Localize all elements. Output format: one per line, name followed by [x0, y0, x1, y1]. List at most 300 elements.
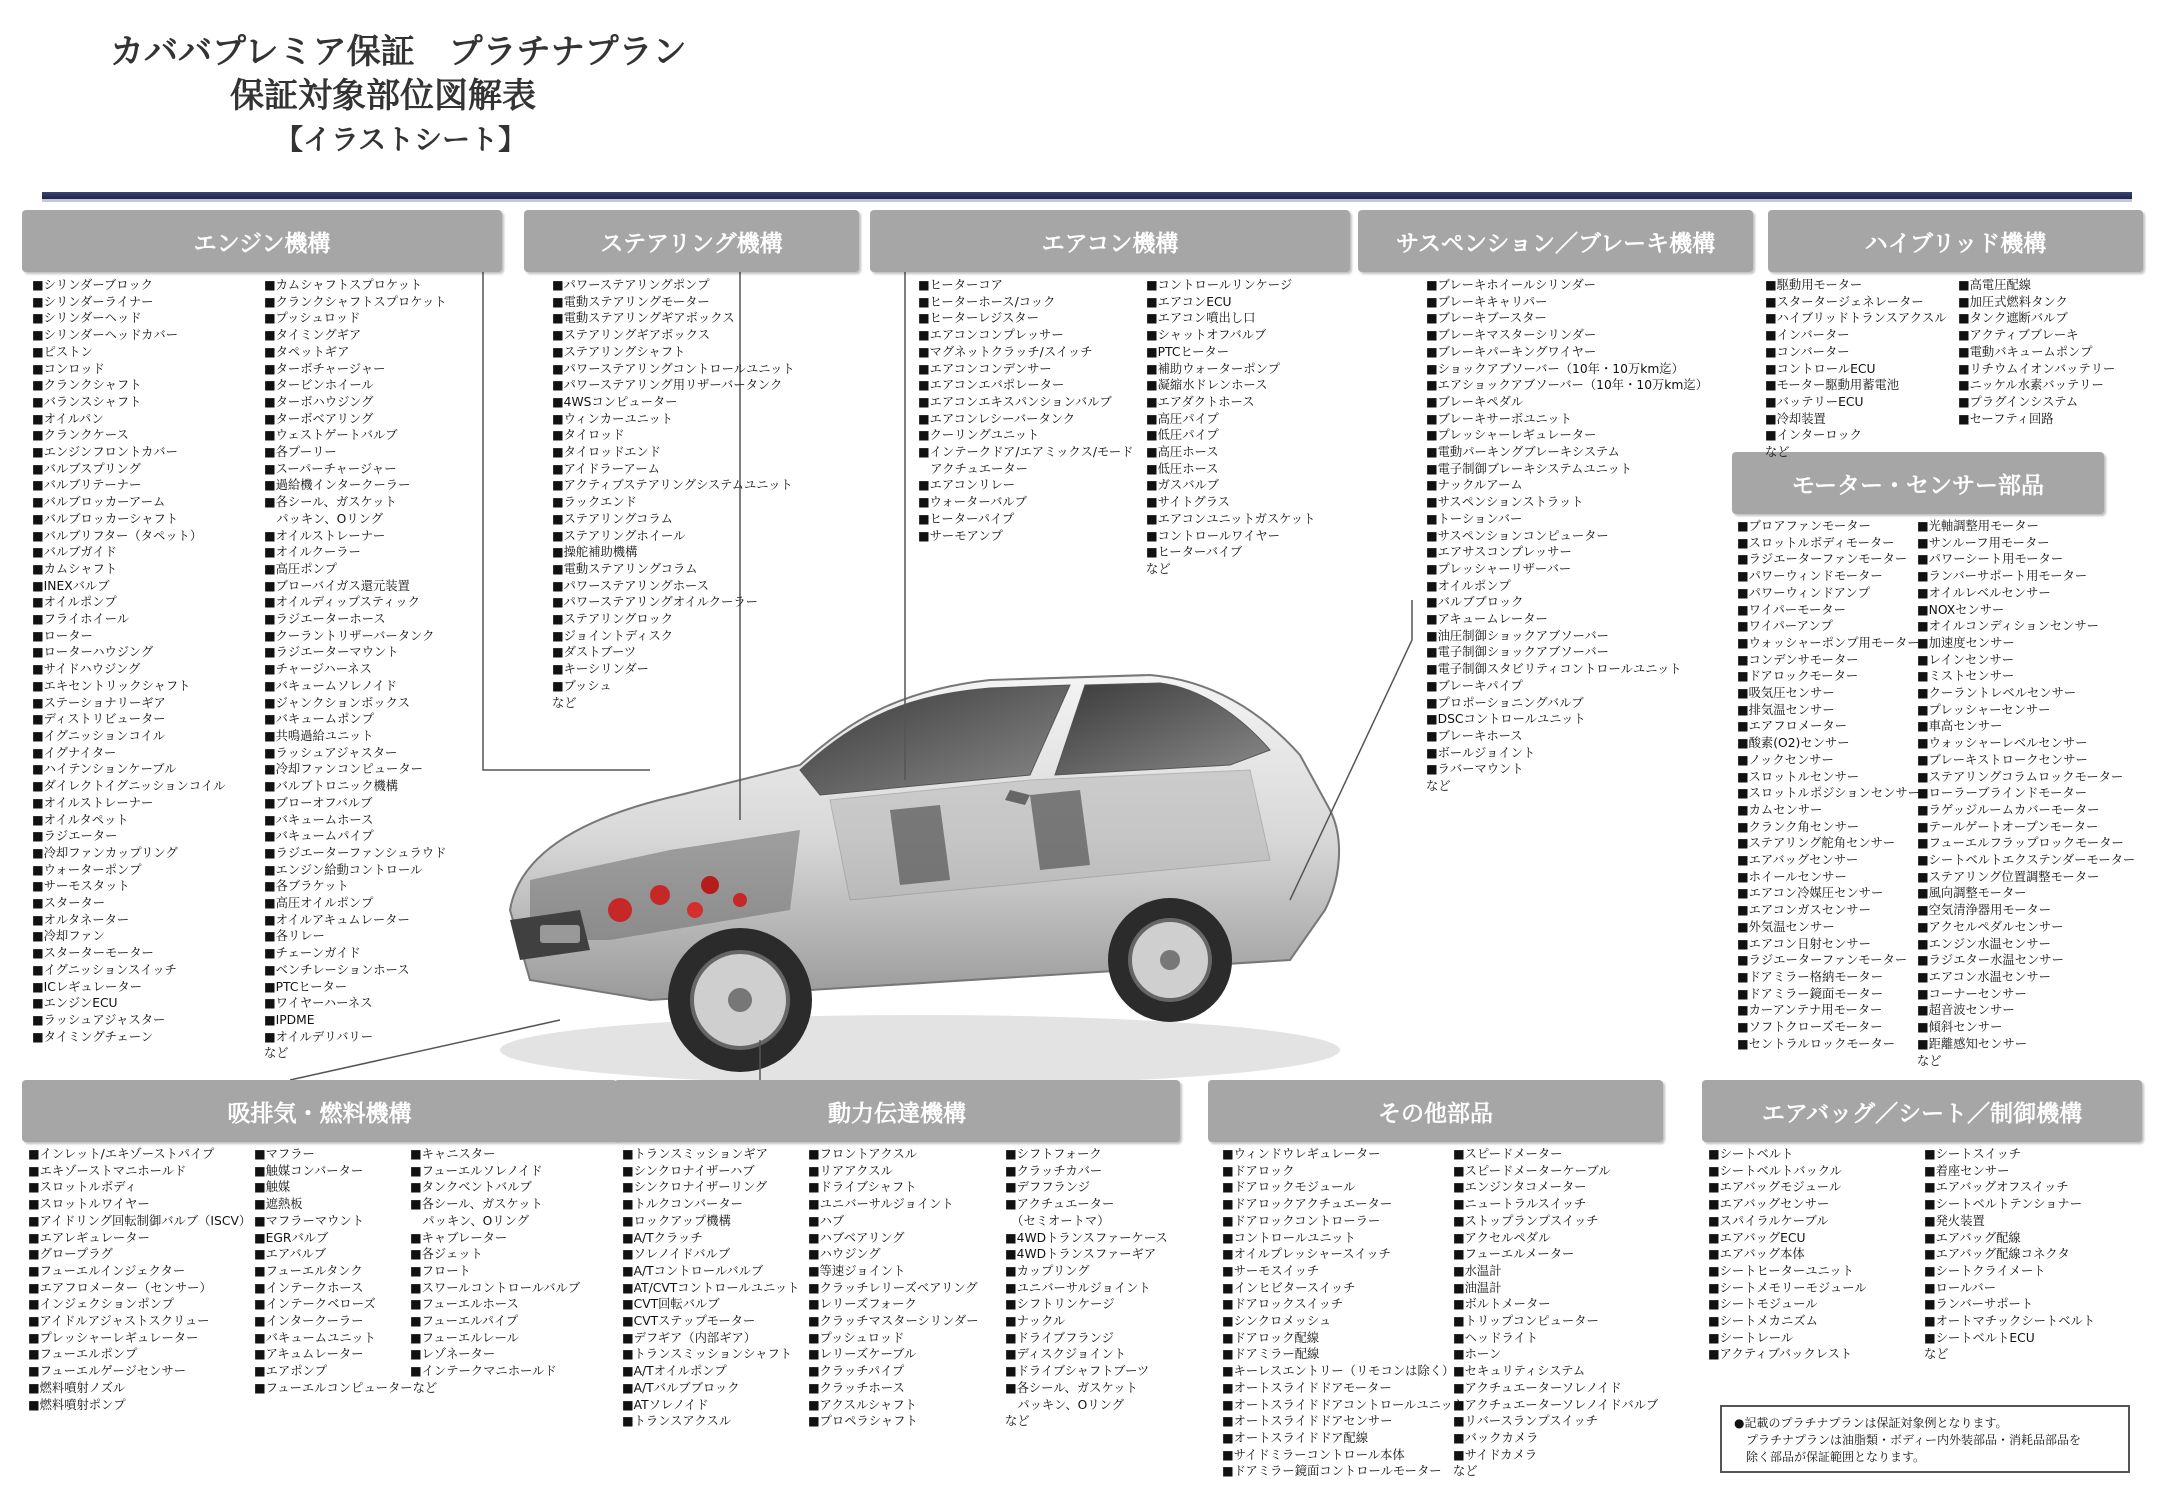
list-drive-2 — [808, 1146, 979, 1430]
list-item: ■各プーリー — [264, 445, 337, 460]
list-item: ■シートベルトテンショナー — [1924, 1197, 2083, 1212]
list-item: ■AT/CVTコントロールユニット — [622, 1280, 800, 1295]
list-item: ■シートベルトECU — [1924, 1330, 2035, 1345]
list-item: ■A/Tバルブブロック — [622, 1380, 740, 1395]
list-item: ■ステーショナリーギア — [32, 695, 166, 710]
list-item: ■凝縮水ドレンホース — [1146, 378, 1268, 393]
list-item: ■低圧ホース — [1146, 461, 1219, 476]
list-item: ■ブロアファンモーター — [1737, 519, 1871, 533]
list-item: ■エアバッグセンサー — [1708, 1197, 1830, 1212]
list-item: ■アキュームレーター — [1426, 612, 1548, 627]
list-item: ■各リレー — [264, 929, 325, 944]
list-item: ■ステアリングコラム — [552, 511, 673, 526]
list-item: ■スロットルボディモーター — [1737, 535, 1895, 550]
list-item: ■ニッケル水素バッテリー — [1958, 378, 2104, 393]
list-item: ■スターター — [32, 896, 106, 911]
list-item: ■4WSコンピューター — [552, 394, 678, 409]
list-item: ■ウォッシャーポンプ用モーター — [1737, 635, 1920, 650]
list-item: ■電子制御スタビリティコントロールユニット — [1426, 662, 1682, 677]
list-item: ■水温計 — [1453, 1263, 1502, 1278]
list-engine-2 — [264, 277, 447, 1062]
list-item: ■ステアリングコラムロックモーター — [1917, 769, 2124, 784]
list-item: ■プロペラシャフト — [808, 1414, 918, 1429]
list-item: ■オイルデリバリー — [264, 1029, 374, 1044]
section-header-hybrid: ハイブリッド機構 — [1768, 210, 2143, 272]
list-item: ■クラッチマスターシリンダー — [808, 1314, 979, 1329]
list-item: ■電子制御ショックアブソーバー — [1426, 645, 1609, 660]
list-item: ■各シール、ガスケット — [264, 495, 397, 510]
list-item: ■シリンダーヘッドカバー — [32, 328, 179, 343]
list-item: ■バルブトロニック機構 — [264, 779, 399, 794]
list-item: ■高圧ポンプ — [264, 561, 338, 576]
list-item: ■アイドリング回転制御バルブ（ISCV） — [28, 1213, 252, 1228]
list-item: ■ピストン — [32, 344, 93, 359]
list-item: ■アクチュエーターソレノイドバルブ — [1453, 1397, 1659, 1412]
list-suspension — [1426, 277, 1708, 795]
list-item: ■ロールバー — [1924, 1280, 1996, 1295]
list-airbag-1 — [1708, 1146, 1867, 1363]
list-item: ■インヒビタースイッチ — [1222, 1280, 1356, 1295]
list-item: ■A/Tオイルポンプ — [622, 1364, 727, 1379]
list-item: ■オイルプレッシャースイッチ — [1222, 1247, 1391, 1262]
list-item: ■パワーステアリング用リザーバータンク — [552, 378, 783, 393]
list-item: ■サスペンションストラット — [1426, 495, 1584, 510]
list-item: ■ICレギュレーター — [32, 979, 142, 994]
list-item: ■シートメカニズム — [1708, 1314, 1818, 1329]
list-item: ■シフトリンケージ — [1005, 1297, 1115, 1312]
list-item: パッキン、Oリング — [264, 511, 383, 526]
list-item: ■NOXセンサー — [1917, 602, 2005, 617]
list-item: ■ドライブシャフト — [808, 1180, 917, 1195]
list-item: ■ブレーキマスターシリンダー — [1426, 328, 1597, 343]
list-item: ■ランバーサポート — [1924, 1297, 2034, 1312]
list-item: ■インレット/エキゾーストパイプ — [28, 1147, 215, 1161]
list-item: ■ヒーターバイブ — [1146, 545, 1243, 560]
list-item: ■エアバッグ本体 — [1708, 1247, 1805, 1262]
list-item: ■シンクロナイザーハブ — [622, 1163, 755, 1178]
list-item: ■シートメモリーモジュール — [1708, 1280, 1867, 1295]
list-item: ■コーナーセンサー — [1917, 986, 2027, 1001]
list-item: ■補助ウォーターポンプ — [1146, 361, 1281, 376]
list-item: ■距離感知センサー — [1917, 1036, 2027, 1051]
list-item: ■ターボハウジング — [264, 394, 374, 409]
section-header-steering: ステアリング機構 — [524, 210, 859, 272]
list-item: ■トーションバー — [1426, 511, 1523, 526]
list-item: ■ガスバルブ — [1146, 478, 1220, 493]
list-item: ■電動ステアリングコラム — [552, 561, 698, 576]
list-item: ■エアバッグモジュール — [1708, 1180, 1842, 1195]
list-item: ■アクチュエーターソレノイド — [1453, 1380, 1622, 1395]
list-item: ■エアコンコンプレッサー — [918, 328, 1064, 343]
list-item: ■ブレーキホース — [1426, 728, 1523, 743]
list-item: ■CVTステップモーター — [622, 1314, 756, 1329]
list-item: ■コントロールECU — [1765, 361, 1876, 376]
list-item: ■エアコンガスセンサー — [1737, 903, 1871, 918]
list-item: ■ハイブリッドトランスアクスル — [1765, 311, 1947, 326]
list-item: ■ヒーターパイプ — [918, 511, 1015, 526]
list-item: ■シフトフォーク — [1005, 1147, 1102, 1161]
list-item: ■クランクシャフト — [32, 378, 142, 393]
list-item: ■アクティブブレーキ — [1958, 328, 2079, 343]
list-item: ■ステアリングホイール — [552, 528, 686, 543]
list-item: ■プラグインシステム — [1958, 394, 2079, 409]
list-item: ■タイロッドエンド — [552, 445, 662, 460]
list-item: ■トランスアクスル — [622, 1414, 732, 1429]
list-item: ■フロート — [410, 1263, 471, 1278]
list-item: ■コンバーター — [1765, 344, 1850, 359]
title-divider-shadow — [42, 199, 2132, 202]
list-intake-3 — [410, 1146, 580, 1380]
list-item: ■リチウムイオンバッテリー — [1958, 361, 2116, 376]
list-item: ■チェーンガイド — [264, 946, 361, 961]
list-item: ■ワイパーアンプ — [1737, 619, 1833, 634]
list-item: ■デフフランジ — [1005, 1180, 1091, 1195]
list-item: ■ブローバイガス還元装置 — [264, 578, 410, 593]
list-item: ■ランバーサポート用モーター — [1917, 569, 2088, 584]
list-item: ■バルブロッカーシャフト — [32, 511, 179, 526]
list-item: ■フューエルメーター — [1453, 1247, 1575, 1262]
list-item: ■燃料噴射ノズル — [28, 1380, 126, 1395]
list-item: ■ドアミラー格納モーター — [1737, 969, 1884, 984]
list-airbag-2 — [1924, 1146, 2095, 1363]
list-item: アクチュエーター — [918, 461, 1028, 476]
list-item: ■オイルアキュムレーター — [264, 912, 410, 927]
list-item: ■オートマチックシートベルト — [1924, 1314, 2096, 1329]
list-item: ■ディスクジョイント — [1005, 1347, 1127, 1362]
list-item: ■ブレーキパーキングワイヤー — [1426, 344, 1597, 359]
list-item: ■ウォーターバルブ — [918, 495, 1027, 510]
list-item: ■ヘッドライト — [1453, 1330, 1539, 1345]
list-item: ■駆動用モーター — [1765, 278, 1863, 292]
list-item: ■ラジエーターマウント — [264, 645, 399, 660]
list-item: ■タンク遮断バルブ — [1958, 311, 2068, 326]
list-item: ■キャブレーター — [410, 1230, 508, 1245]
list-item: ■ドライブシャフトブーツ — [1005, 1364, 1150, 1379]
list-item: ■エアコンレシーバータンク — [918, 411, 1076, 426]
list-item: ■ウィンドウレギュレーター — [1222, 1147, 1381, 1161]
list-item: ■触媒コンバーター — [254, 1163, 364, 1178]
list-item: ■ダイレクトイグニッションコイル — [32, 779, 226, 794]
list-item: ■ステアリング舵角センサー — [1737, 836, 1896, 851]
list-item: ■高電圧配線 — [1958, 278, 2032, 292]
list-item: ■DSCコントロールユニット — [1426, 712, 1586, 727]
list-item: ■ホイールセンサー — [1737, 869, 1847, 884]
list-item: ■A/Tクラッチ — [622, 1230, 703, 1245]
list-item: ■アクセルペダル — [1453, 1230, 1551, 1245]
note-line-2: プラチナプランは油脂類・ボディー内外装部品・消耗品部品を — [1734, 1433, 2082, 1447]
section-header-intake-fuel: 吸排気・燃料機構 — [22, 1080, 617, 1142]
list-item: ■バルブガイド — [32, 545, 117, 560]
list-item: ■レゾネーター — [410, 1347, 496, 1362]
list-item: など — [1765, 445, 1790, 460]
list-item: ■パワーステアリングオイルクーラー — [552, 595, 758, 610]
list-item: ■ドアロックアクチュエーター — [1222, 1197, 1393, 1212]
list-item: など — [264, 1046, 289, 1061]
list-item: ■スロットルセンサー — [1737, 769, 1860, 784]
list-item: ■加速度センサー — [1917, 635, 2015, 650]
list-item: ■クランクシャフトスプロケット — [264, 294, 447, 309]
list-item: ■タービンホイール — [264, 378, 374, 393]
list-item: など — [1917, 1053, 1942, 1068]
list-item: ■過給機インタークーラー — [264, 478, 411, 493]
list-item: ■カップリング — [1005, 1263, 1090, 1278]
list-item: ■インジェクションポンプ — [28, 1297, 175, 1312]
list-item: ■オルタネーター — [32, 912, 130, 927]
list-item: ■ウィンカーユニット — [552, 411, 674, 426]
list-item: ■A/Tコントロールバルブ — [622, 1263, 764, 1278]
section-header-suspension: サスペンション／ブレーキ機構 — [1358, 210, 1753, 272]
list-item: ■ラゲッジルームカバーモーター — [1917, 802, 2100, 817]
list-item: ■ラジエーター — [32, 829, 118, 844]
list-item: ■オイルストレーナー — [264, 528, 386, 543]
list-item: ■ロックアップ機構 — [622, 1213, 731, 1228]
list-item: ■プレッシャーリザーバー — [1426, 561, 1572, 576]
list-item: ■エアダクトホース — [1146, 394, 1255, 409]
list-item: ■超音波センサー — [1917, 1003, 2015, 1018]
list-engine-1 — [32, 277, 225, 1045]
section-header-aircon: エアコン機構 — [870, 210, 1350, 272]
list-item: ■フューエルタンク — [254, 1263, 363, 1278]
list-item: ■グロープラグ — [28, 1247, 113, 1262]
list-item: ■ラジエーターファンシュラウド — [264, 845, 447, 860]
list-item: ■電動バキュームポンプ — [1958, 344, 2093, 359]
list-item: ■エアポンプ — [254, 1364, 328, 1379]
list-item: ■エアコン噴出し口 — [1146, 311, 1256, 326]
list-item: ■エアコンユニットガスケット — [1146, 511, 1316, 526]
list-item: ■着座センサー — [1924, 1163, 2010, 1178]
list-item: ■ハウジング — [808, 1247, 881, 1262]
list-hybrid-2 — [1958, 277, 2115, 427]
list-item: ■テールゲートオープンモーター — [1917, 819, 2099, 834]
list-item: ■スピードメーターケーブル — [1453, 1163, 1611, 1178]
list-item: ■クーラントレベルセンサー — [1917, 686, 2077, 701]
list-item: ■シートモジュール — [1708, 1297, 1818, 1312]
list-hybrid-1 — [1765, 277, 1947, 461]
list-item: ■サーモスイッチ — [1222, 1263, 1320, 1278]
list-item: など — [1924, 1347, 1949, 1362]
list-item: ■バックカメラ — [1453, 1430, 1539, 1445]
list-item: ■オイルポンプ — [1426, 578, 1511, 593]
list-item: ■光軸調整用モーター — [1917, 519, 2039, 533]
list-item: ■バッテリーECU — [1765, 394, 1864, 409]
list-item: ■プッシュロッド — [264, 311, 361, 326]
list-item: ■サイトグラス — [1146, 495, 1230, 510]
list-intake-1 — [28, 1146, 251, 1413]
list-item: ■エアサスコンプレッサー — [1426, 545, 1572, 560]
list-item: ■ヒーターコア — [918, 278, 1003, 292]
list-item: ■オートスライドドア配線 — [1222, 1430, 1369, 1445]
list-item: ■ドアミラー鏡面コントロールモーター — [1222, 1464, 1442, 1479]
list-item: ■4WDトランスファーケース — [1005, 1230, 1168, 1245]
list-item: ■クラッチカバー — [1005, 1163, 1103, 1178]
list-drive-3 — [1005, 1146, 1168, 1430]
list-item: ■エアコン冷媒圧センサー — [1737, 886, 1884, 901]
list-item: ■エアコンエキスパンションバルブ — [918, 394, 1112, 409]
list-item: など — [1005, 1414, 1030, 1429]
list-item: ■ステアリングギアボックス — [552, 328, 711, 343]
title-divider — [42, 192, 2132, 199]
list-item: など — [552, 695, 577, 710]
list-item: ■プレッシャーレギュレーター — [28, 1330, 199, 1345]
list-item: ■シリンダーブロック — [32, 278, 153, 292]
list-item: ■シートスイッチ — [1924, 1147, 2022, 1161]
list-item: ■ヒーターホース/コック — [918, 294, 1056, 309]
list-item: ■コントロールユニット — [1222, 1230, 1356, 1245]
list-item: ■アクスルシャフト — [808, 1397, 917, 1412]
list-item: ■ウェストゲートバルブ — [264, 428, 398, 443]
list-item: ■タイミングチェーン — [32, 1029, 154, 1044]
list-motor-1 — [1737, 518, 1920, 1053]
list-item: など — [1453, 1464, 1478, 1479]
list-item: ■エアショックアブソーバー（10年・10万km迄） — [1426, 378, 1709, 393]
list-item: ■カーアンテナ用モーター — [1737, 1003, 1883, 1018]
list-item: ■マフラー — [254, 1147, 315, 1161]
list-item: ■スパイラルケーブル — [1708, 1213, 1829, 1228]
list-item: ■ドアミラー鏡面モーター — [1737, 986, 1884, 1001]
list-item: ■ハブ — [808, 1213, 845, 1228]
list-item: ■ショックアブソーバー（10年・10万km迄） — [1426, 361, 1684, 376]
list-item: など — [1426, 779, 1451, 794]
list-item: ■操舵補助機構 — [552, 545, 638, 560]
list-item: ■バルブリテーナー — [32, 478, 142, 493]
list-item: ■ソレノイドバルブ — [622, 1247, 731, 1262]
list-item: ■ノックセンサー — [1737, 752, 1834, 767]
document-title — [110, 30, 687, 162]
list-item: ■ニュートラルスイッチ — [1453, 1197, 1587, 1212]
list-item: ■トランスミッションシャフト — [622, 1347, 793, 1362]
list-item: ■チャージハーネス — [264, 662, 372, 677]
list-item: パッキン、Oリング — [1005, 1397, 1124, 1412]
list-steering — [552, 277, 795, 711]
list-item: ■ボールジョイント — [1426, 745, 1536, 760]
list-item: ■インテークベローズ — [254, 1297, 376, 1312]
title-line-1: カババプレミア保証 プラチナプラン — [110, 32, 687, 72]
list-item: ■ラジエター水温センサー — [1917, 953, 2064, 968]
list-item: ■タイロッド — [552, 428, 625, 443]
list-item: ■クラッチレリーズベアリング — [808, 1280, 978, 1295]
list-item: ■高圧オイルポンプ — [264, 896, 374, 911]
list-item: ■吸気圧センサー — [1737, 686, 1835, 701]
list-item: ■冷却ファンコンピューター — [264, 762, 423, 777]
list-item: ■インバーター — [1765, 328, 1850, 343]
list-item: ■カムシャフト — [32, 561, 118, 576]
list-item: ■ラジエーターファンモーター — [1737, 552, 1908, 567]
list-item: ■コンデンサモーター — [1737, 652, 1859, 667]
list-item: ■オイルストレーナー — [32, 795, 154, 810]
list-item: ■ラジエーターホース — [264, 612, 386, 627]
list-item: ■ワイパーモーター — [1737, 602, 1846, 617]
list-item: ■オイルコンディションセンサー — [1917, 619, 2099, 634]
list-item: ■高圧パイプ — [1146, 411, 1219, 426]
list-item: ■フューエルゲージセンサー — [28, 1364, 187, 1379]
list-item: ■EGRバルブ — [254, 1230, 329, 1245]
list-item: ■コントロールワイヤー — [1146, 528, 1280, 543]
list-item: ■エンジン給動コントロール — [264, 862, 423, 877]
section-header-motor-sensor: モーター・センサー部品 — [1732, 452, 2104, 514]
list-item: ■油圧制御ショックアブソーバー — [1426, 628, 1609, 643]
list-item: ■ステアリングシャフト — [552, 344, 686, 359]
list-item: ■タイミングギア — [264, 328, 362, 343]
list-item: ■加圧式燃料タンク — [1958, 294, 2068, 309]
list-item: ■セーフティ回路 — [1958, 411, 2054, 426]
list-item: ■ブローオフバルブ — [264, 795, 373, 810]
list-item: ■アキュムレーター — [254, 1347, 364, 1362]
note-line-1: ●記載のプラチナプランは保証対象例となります。 — [1734, 1416, 2008, 1430]
list-item: ■ディストリビューター — [32, 712, 166, 727]
list-item: ■ラバーマウント — [1426, 762, 1524, 777]
list-item: ■排気温センサー — [1737, 702, 1835, 717]
list-item: パッキン、Oリング — [410, 1213, 529, 1228]
list-item: ■ステアリング位置調整モーター — [1917, 869, 2100, 884]
list-item: ■ウォーターポンプ — [32, 862, 142, 877]
list-item: ■ワイヤーハーネス — [264, 996, 373, 1011]
list-item: ■パワーステアリングコントロールユニット — [552, 361, 795, 376]
list-item: ■等速ジョイント — [808, 1263, 906, 1278]
list-item: ■スロットルポジションセンサー — [1737, 786, 1920, 801]
list-item: ■バキュームソレノイド — [264, 678, 397, 693]
list-item: ■アイドルアジャストスクリュー — [28, 1314, 210, 1329]
list-item: ■ローラーブラインドモーター — [1917, 786, 2088, 801]
list-item: ■シートベルト — [1708, 1147, 1794, 1161]
list-item: ■エアコンリレー — [918, 478, 1016, 493]
list-item: ■サイドミラーコントロール本体 — [1222, 1447, 1405, 1462]
list-item: ■バランスシャフト — [32, 394, 142, 409]
list-item: ■エアバルブ — [254, 1247, 327, 1262]
list-item: （セミオートマ） — [1005, 1213, 1110, 1228]
list-item: ■ナックル — [1005, 1314, 1066, 1329]
list-item: ■クランクケース — [32, 428, 129, 443]
list-item: ■エアフロメーター（センサー） — [28, 1280, 212, 1295]
list-item: ■フューエルインジェクター — [28, 1263, 186, 1278]
list-item: ■ドアミラー配線 — [1222, 1347, 1320, 1362]
list-item: ■ウォッシャーレベルセンサー — [1917, 736, 2088, 751]
list-item: ■ドアロック配線 — [1222, 1330, 1320, 1345]
list-item: ■エキゾーストマニホールド — [28, 1163, 187, 1178]
list-item: ■外気温センサー — [1737, 919, 1835, 934]
list-item: ■ラッシュアジャスター — [264, 745, 398, 760]
list-item: ■ブレーキキャリパー — [1426, 294, 1548, 309]
list-item: ■クラッチホース — [808, 1380, 905, 1395]
list-item: ■ローターハウジング — [32, 645, 154, 660]
note-line-3: 除く部品が保証範囲となります。 — [1734, 1450, 1926, 1464]
list-drive-1 — [622, 1146, 799, 1430]
list-item: ■ユニバーサルジョイント — [1005, 1280, 1151, 1295]
list-item: ■各シール、ガスケット — [1005, 1380, 1138, 1395]
list-item: ■レインセンサー — [1917, 652, 2015, 667]
list-item: ■高圧ホース — [1146, 445, 1219, 460]
list-item: ■キーレスエントリー（リモコンは除く） — [1222, 1364, 1455, 1379]
list-item: ■フライホイール — [32, 612, 130, 627]
list-item: ■バキュームパイプ — [264, 829, 374, 844]
list-item: ■イグニッションコイル — [32, 728, 165, 743]
list-item: ■ブレーキパイプ — [1426, 678, 1523, 693]
list-item: ■スターターモーター — [32, 946, 154, 961]
list-item: ■サイドカメラ — [1453, 1447, 1538, 1462]
list-item: ■シンクロメッシュ — [1222, 1314, 1332, 1329]
list-item: ■ターボチャージャー — [264, 361, 386, 376]
list-item: ■キーシリンダー — [552, 662, 649, 677]
list-item: ■オイルパン — [32, 411, 104, 426]
list-item: ■クーラントリザーバータンク — [264, 628, 435, 643]
list-item: ■スワールコントロールバルブ — [410, 1280, 581, 1295]
list-item: ■パワーシート用モーター — [1917, 552, 2064, 567]
list-item: ■発火装置 — [1924, 1213, 1985, 1228]
list-item: ■酸素(O2)センサー — [1737, 736, 1850, 751]
list-item: ■トランスミッションギア — [622, 1147, 769, 1161]
list-item: ■インタークーラー — [254, 1314, 364, 1329]
list-item: ■フューエルフラップロックモーター — [1917, 836, 2124, 851]
list-item: ■シートベルトバックル — [1708, 1163, 1842, 1178]
